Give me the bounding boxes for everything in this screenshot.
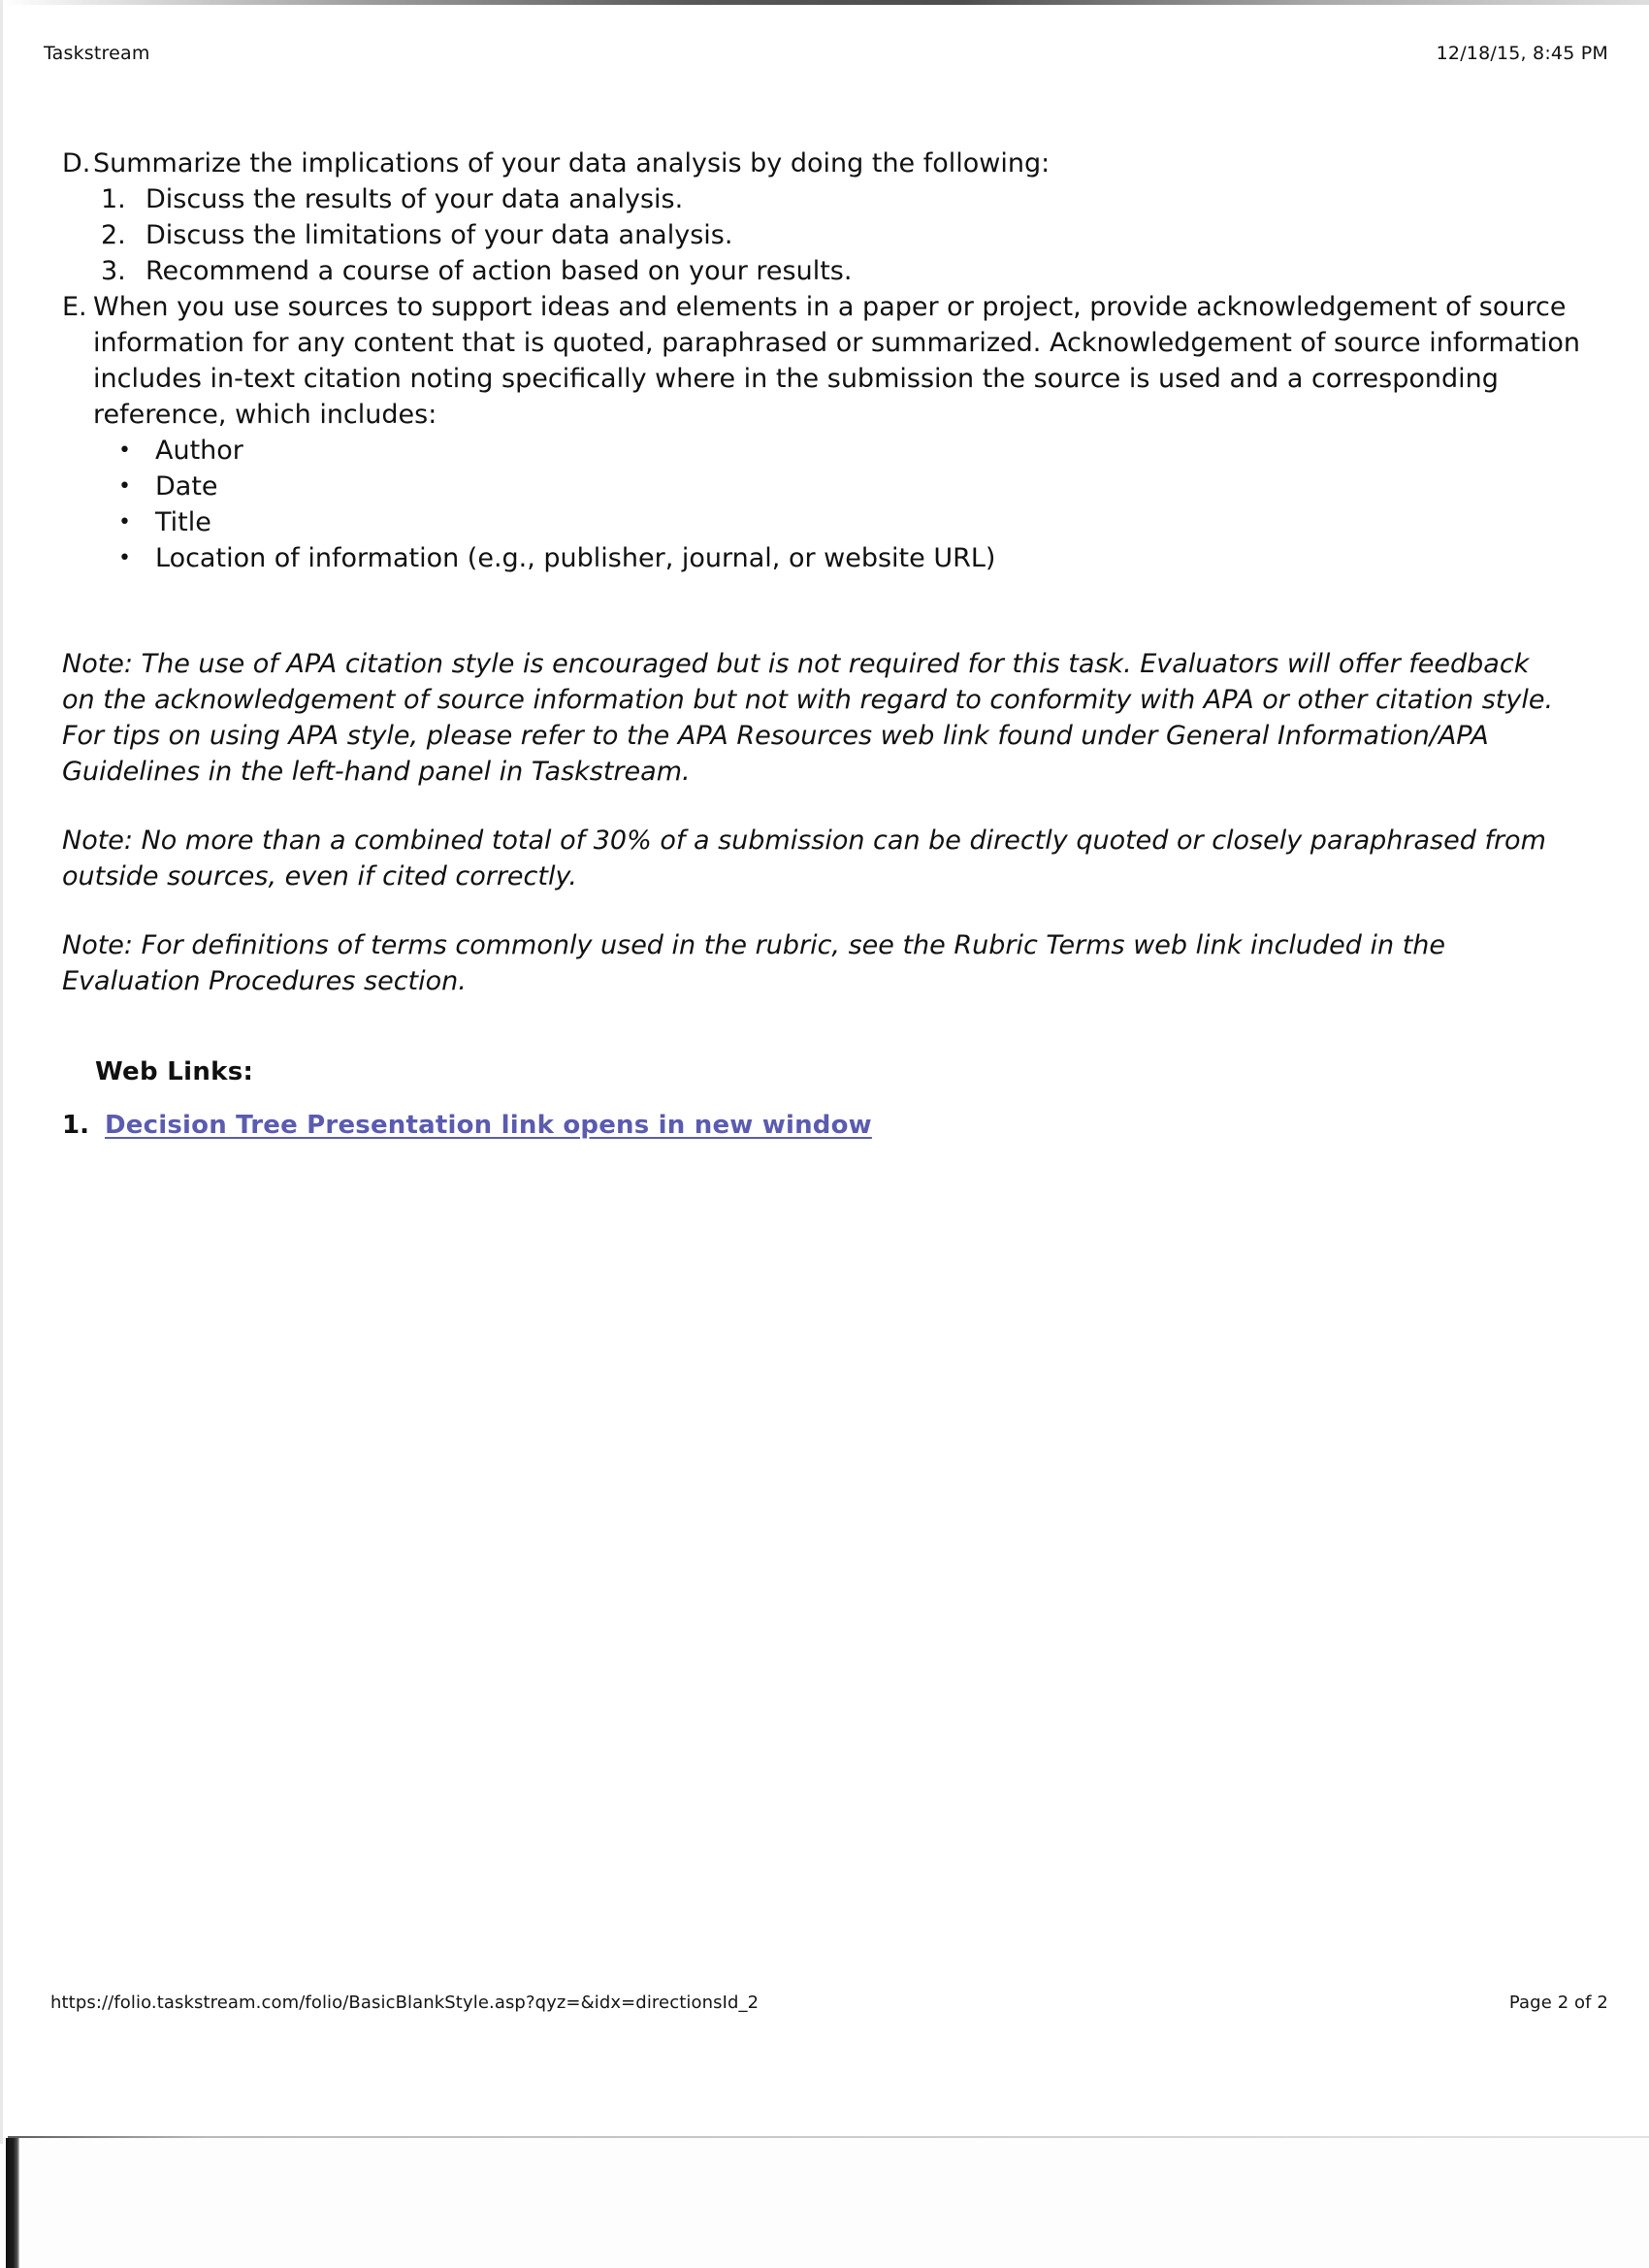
outline-text-d2: Discuss the limitations of your data analysis. (146, 220, 733, 250)
page-header (0, 43, 1649, 72)
outline-marker-d: D. (62, 148, 91, 178)
outline-marker-e: E. (62, 292, 87, 322)
bullet-dot-icon: • (118, 474, 131, 499)
outline-item-e (0, 289, 1649, 433)
scan-top-edge-artifact (0, 0, 1649, 5)
web-link-row-1 (0, 1108, 1649, 1143)
footer-source-url: https://folio.taskstream.com/folio/BasicBlankStyle.asp?qyz=&idx=directionsId_2 (50, 1993, 760, 2013)
outline-subitem-d3 (0, 253, 1649, 289)
outline-marker-d1: 1. (101, 184, 126, 214)
bullet-item-author (0, 433, 1649, 469)
bullet-text-date: Date (155, 471, 218, 502)
bullet-text-location: Location of information (e.g., publisher, journal, or website URL) (155, 543, 996, 573)
bullet-text-author: Author (155, 436, 243, 466)
header-timestamp: 12/18/15, 8:45 PM (1436, 43, 1608, 64)
page-footer (0, 1993, 1649, 2025)
outline-item-d (0, 146, 1649, 181)
bullet-text-title: Title (155, 507, 211, 537)
outline-text-d: Summarize the implications of your data analysis by doing the following: (93, 148, 1051, 178)
outline-text-d3: Recommend a course of action based on your results. (146, 256, 853, 286)
outline-marker-d3: 3. (101, 256, 126, 286)
note-apa-citation-style: Note: The use of APA citation style is encouraged but is not required for this task. Evaluators will offer feedback on the acknowledgement of source information but not with regard to conformity with APA or other citation style. For tips on using APA style, please refer to the APA Resources web link found under General Information/APA Guidelines in the left-hand panel in Taskstream. (62, 649, 1554, 787)
bullet-item-title (0, 504, 1649, 540)
bullet-item-location (0, 540, 1649, 576)
footer-page-number: Page 2 of 2 (1508, 1993, 1608, 2013)
scan-bottom-left-shadow (6, 2138, 19, 2268)
web-link-decision-tree-presentation[interactable]: Decision Tree Presentation link opens in new window (105, 1111, 872, 1140)
header-source-label: Taskstream (44, 43, 150, 64)
bullet-dot-icon: • (118, 510, 131, 535)
document-body (0, 146, 1649, 1143)
outline-text-e: When you use sources to support ideas and elements in a paper or project, provide acknowledgement of source information for any content that is quoted, paraphrased or summarized. Acknowledgement of source information includes in-text citation noting specifically where in the submission the source is used and a corresponding reference, which includes: (93, 292, 1581, 430)
outline-marker-d2: 2. (101, 220, 126, 250)
web-links-heading: Web Links: (95, 1057, 254, 1086)
bullet-dot-icon: • (118, 438, 131, 463)
web-link-marker-1: 1. (62, 1111, 89, 1140)
outline-subitem-d2 (0, 217, 1649, 253)
outline-d-sublist (0, 181, 1649, 289)
note-rubric-terms: Note: For definitions of terms commonly used in the rubric, see the Rubric Terms web link included in the Evaluation Procedures section. (62, 930, 1446, 996)
bullet-item-date (0, 469, 1649, 504)
note-quotation-limit: Note: No more than a combined total of 30% of a submission can be directly quoted or closely paraphrased from outside sources, even if cited correctly. (62, 826, 1546, 891)
outline-e-bullet-list (0, 433, 1649, 576)
bullet-dot-icon: • (118, 546, 131, 570)
outline-text-d1: Discuss the results of your data analysis. (146, 184, 684, 214)
outline-subitem-d1 (0, 181, 1649, 217)
scan-next-sheet-surface (19, 2138, 1649, 2268)
